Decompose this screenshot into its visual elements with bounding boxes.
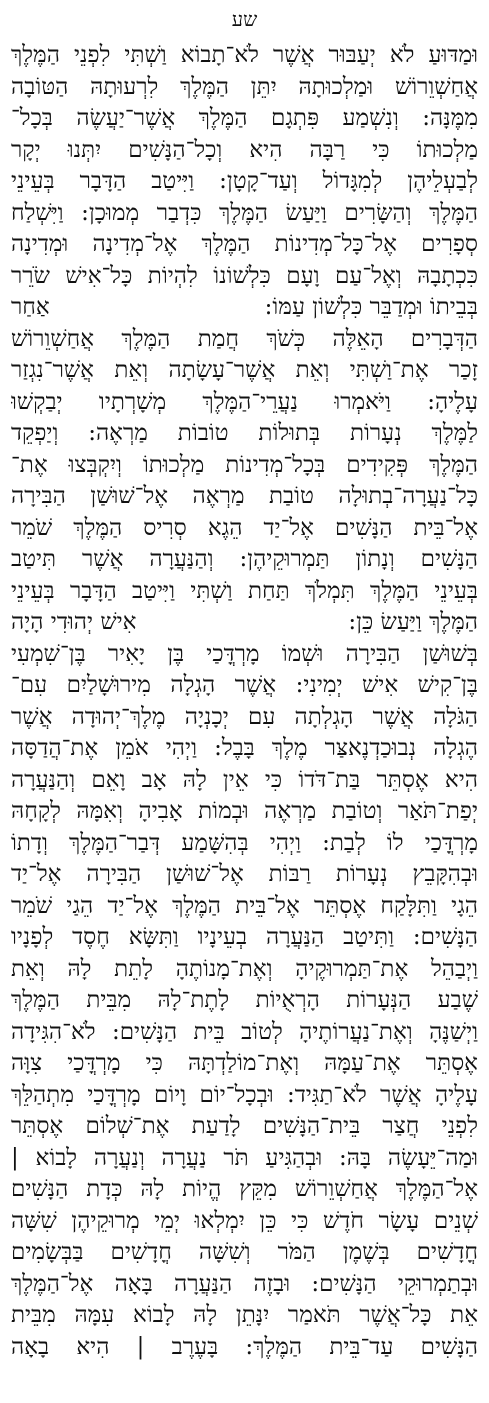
verse-text: לְבַעְלֵיהֶן לְמִגָּדוֹל וְעַד־קָטָן: וַיִּיטַב הַדָּבָר בְּעֵינֵי (11, 168, 478, 194)
verse-text: וּמַדּוּעַ לֹא יְעַבּוּר אֲשֶׁר לֹא־תָבוֹא וַשְׁתִּי לִפְנֵי הַמֶּלֶךְ (11, 42, 478, 68)
text-line (11, 355, 478, 385)
verse-text: הֵגָי וַתִּלָּקַח אֶסְתֵּר אֶל־בֵּית הַמֶּלֶךְ אֶל־יַד הֵגַי שֹׁמֵר (11, 892, 478, 919)
verse-text: עָלֶיהָ: וַיֹּאמְרוּ נַעֲרֵי־הַמֶּלֶךְ מְשָׁרְתָיו יְבַקְשׁוּ (11, 388, 478, 415)
text-line (11, 40, 478, 70)
text-line (11, 1080, 478, 1110)
text-line (11, 1017, 478, 1047)
text-line (11, 702, 478, 732)
verse-text: אֲחַשְׁוֵרוֹשׁ וּמַלְכוּתָהּ יִתֵּן הַמֶּלֶךְ לִרְעוּתָהּ הַטּוֹבָה (11, 73, 478, 100)
verse-text: וּבְהִקָּבֵץ נְעָרוֹת רַבּוֹת אֶל־שׁוּשַׁן הַבִּירָה אֶל־יַד (11, 861, 478, 887)
verse-text: וּבְתַמְרוּקֵי הַנָּשִׁים: וּבָזֶה הַנַּעֲרָה בָּאָה אֶל־הַמֶּלֶךְ (11, 1270, 478, 1297)
text-line (11, 639, 478, 669)
text-line (11, 733, 478, 763)
text-line (11, 1048, 478, 1078)
text-line (11, 166, 478, 196)
text-line (11, 859, 478, 889)
text-line (11, 418, 478, 448)
text-line (11, 765, 478, 795)
text-line (11, 985, 478, 1015)
verse-text: אֶסְתֵּר אֶת־עַמָּהּ וְאֶת־מוֹלַדְתָּהּ כִּי מָרְדֳּכַי צִוָּה (11, 1050, 478, 1076)
verse-text: שֶׁבַע הַנְּעָרוֹת הָרְאֻיוֹת לָתֶת־לָהּ מִבֵּית הַמֶּלֶךְ (11, 987, 478, 1013)
verse-text: בְּשׁוּשַׁן הַבִּירָה וּשְׁמוֹ מָרְדֳּכַי בֶּן יָאִיר בֶּן־שִׁמְעִי (11, 640, 478, 667)
verse-text: וַיְשַׁנֶּהָ וְאֶת־נַעֲרוֹתֶיהָ לְטוֹב בֵּית הַנָּשִׁים: לֹא־הִגִּידָה (11, 1018, 478, 1045)
verse-text: אֶל־הַמֶּלֶךְ אֲחַשְׁוֵרוֹשׁ מִקֵּץ הֱיוֹת לָהּ כְּדָת הַנָּשִׁים (11, 1176, 478, 1202)
verse-text: הַמֶּלֶךְ פְּקִידִים בְּכָל־מְדִינוֹת מַלְכוּתוֹ וְיִקְבְּצוּ אֶת־ (11, 451, 478, 478)
text-line (11, 72, 478, 102)
text-line (11, 292, 478, 322)
text-line (11, 1237, 478, 1267)
text-line (11, 1269, 478, 1299)
text-line (11, 954, 478, 984)
text-line (11, 387, 478, 417)
text-line (11, 670, 478, 700)
verse-text: עָלֶיהָ אֲשֶׁר לֹא־תַגִּיד: וּבְכָל־יוֹם וָיוֹם מָרְדֳּכַי מִתְהַלֵּךְ (11, 1081, 478, 1108)
verse-text: כָּל־נַעֲרָה־בְתוּלָה טוֹבַת מַרְאֶה אֶל־שׁוּשַׁן הַבִּירָה (11, 483, 478, 509)
text-line (11, 513, 478, 543)
verse-text: מָרְדֳּכַי לוֹ לְבַת: וַיְהִי בְּהִשָּׁמַע דְּבַר־הַמֶּלֶךְ וְדָתוֹ (11, 829, 478, 856)
text-line (11, 828, 478, 858)
verse-text: הַמֶּלֶךְ וְהַשָּׂרִים וַיַּעַשׂ הַמֶּלֶךְ כִּדְבַר מְמוּכָן: וַיִּשְׁלַח (11, 199, 478, 226)
text-line (11, 450, 478, 480)
verse-text: הַנָּשִׁים וְנָתוֹן תַּמְרוּקֵיהֶן: וְהַנַּעֲרָה אֲשֶׁר תִּיטַב (11, 546, 478, 572)
text-line (11, 481, 478, 511)
verse-text: בֶּן־קִישׁ אִישׁ יְמִינִי: אֲשֶׁר הָגְלָה מִירוּשָׁלַיִם עִם־ (11, 672, 478, 698)
verse-text: הַמֶּלֶךְ וַיַּעַשׂ כֵּן: (348, 609, 478, 635)
text-line (11, 324, 478, 354)
text-line (11, 544, 478, 574)
page-number: שע (231, 7, 258, 31)
text-block (11, 40, 478, 1400)
verse-text: זָכַר אֶת־וַשְׁתִּי וְאֵת אֲשֶׁר־עָשָׂתָה וְאֵת אֲשֶׁר־נִגְזַר (11, 357, 478, 383)
verse-text: אֶל־בֵּית הַנָּשִׁים אֶל־יַד הֵגֶא סְרִיס הַמֶּלֶךְ שֹׁמֵר (11, 514, 478, 541)
verse-text: שְׁנֵים עָשָׂר חֹדֶשׁ כִּי כֵּן יִמְלְאוּ יְמֵי מְרוּקֵיהֶן שִׁשָּׁה (11, 1207, 478, 1234)
verse-text: כִּכְתָבָהּ וְאֶל־עַם וָעָם כִּלְשׁוֹנוֹ לִהְיוֹת כָּל־אִישׁ שֹׂרֵר (11, 262, 478, 289)
verse-text: הַגֹּלָה אֲשֶׁר הָגְלְתָה עִם יְכָנְיָה מֶלֶךְ־יְהוּדָה אֲשֶׁר (11, 703, 478, 730)
text-line (11, 1111, 478, 1141)
text-line (11, 1332, 478, 1362)
text-line (11, 607, 478, 637)
text-line (11, 103, 478, 133)
text-line (11, 1143, 478, 1173)
verse-text: לַמֶּלֶךְ נְעָרוֹת בְּתוּלוֹת טוֹבוֹת מַרְאֶה: וְיַפְקֵד (11, 420, 478, 446)
verse-text: בְּבֵיתוֹ וּמְדַבֵּר כִּלְשׁוֹן עַמּוֹ: (264, 294, 478, 320)
verse-text: הַדְּבָרִים הָאֵלֶּה כְּשֹׁךְ חֲמַת הַמֶּלֶךְ אֲחַשְׁוֵרוֹשׁ (11, 325, 478, 352)
text-line (11, 922, 478, 952)
verse-text: הַנָּשִׁים עַד־בֵּית הַמֶּלֶךְ: בָּעֶרֶב | הִיא בָאָה (11, 1333, 478, 1360)
text-line (11, 1300, 478, 1330)
verse-text: וַיְבַהֵל אֶת־תַּמְרוּקֶיהָ וְאֶת־מָנוֹתֶהָ לָתֵת לָהּ וְאֵת (11, 955, 478, 982)
text-line (11, 891, 478, 921)
text-line (11, 261, 478, 291)
verse-text: מִמֶּנָּה: וְנִשְׁמַע פִּתְגָם הַמֶּלֶךְ אֲשֶׁר־יַעֲשֶׂה בְּכָל־ (11, 105, 478, 131)
verse-text: סְפָרִים אֶל־כָּל־מְדִינוֹת הַמֶּלֶךְ אֶל־מְדִינָה וּמְדִינָה (11, 231, 478, 257)
verse-text: יְפַת־תֹּאַר וְטוֹבַת מַרְאֶה וּבְמוֹת אָבִיהָ וְאִמָּהּ לְקָחָהּ (11, 798, 478, 824)
verse-text: הִיא אֶסְתֵּר בַּת־דֹּדוֹ כִּי אֵין לָהּ אָב וָאֵם וְהַנַּעֲרָה (11, 766, 478, 793)
text-line (11, 229, 478, 259)
text-line (11, 796, 478, 826)
text-line (11, 1174, 478, 1204)
verse-text: מַלְכוּתוֹ כִּי רַבָּה הִיא וְכָל־הַנָּשִׁים יִתְּנוּ יְקָר (11, 136, 478, 163)
section-opening-words: אִישׁ יְהוּדִי הָיָה (11, 609, 137, 635)
verse-text: הַנָּשִׁים: וַתִּיטַב הַנַּעֲרָה בְעֵינָיו וַתִּשָּׂא חֶסֶד לְפָנָיו (11, 924, 478, 950)
verse-text: אֵת כָּל־אֲשֶׁר תֹּאמַר יִנָּתֵן לָהּ לָבוֹא עִמָּהּ מִבֵּית (11, 1302, 478, 1328)
text-line (11, 135, 478, 165)
verse-text: לִפְנֵי חֲצַר בֵּית־הַנָּשִׁים לָדַעַת אֶת־שְׁלוֹם אֶסְתֵּר (11, 1113, 478, 1139)
verse-text: חֳדָשִׁים בְּשֶׁמֶן הַמֹּר וְשִׁשָּׁה חֳדָשִׁים בַּבְּשָׂמִים (11, 1239, 478, 1265)
section-opening-words: אַחַר (11, 294, 50, 320)
text-line (11, 576, 478, 606)
text-line (11, 198, 478, 228)
verse-text: בְּעֵינֵי הַמֶּלֶךְ תִּמְלֹךְ תַּחַת וַשְׁתִּי וַיִּיטַב הַדָּבָר בְּעֵינֵי (11, 577, 478, 604)
verse-text: וּמַה־יֵּעָשֶׂה בָּהּ: וּבְהַגִּיעַ תֹּר נַעֲרָה וְנַעֲרָה לָבוֹא | (11, 1144, 478, 1171)
verse-text: הֶגְלָה נְבוּכַדְנֶאצַּר מֶלֶךְ בָּבֶל: וַיְהִי אֹמֵן אֶת־הֲדַסָּה (11, 735, 478, 761)
text-line (11, 1206, 478, 1236)
